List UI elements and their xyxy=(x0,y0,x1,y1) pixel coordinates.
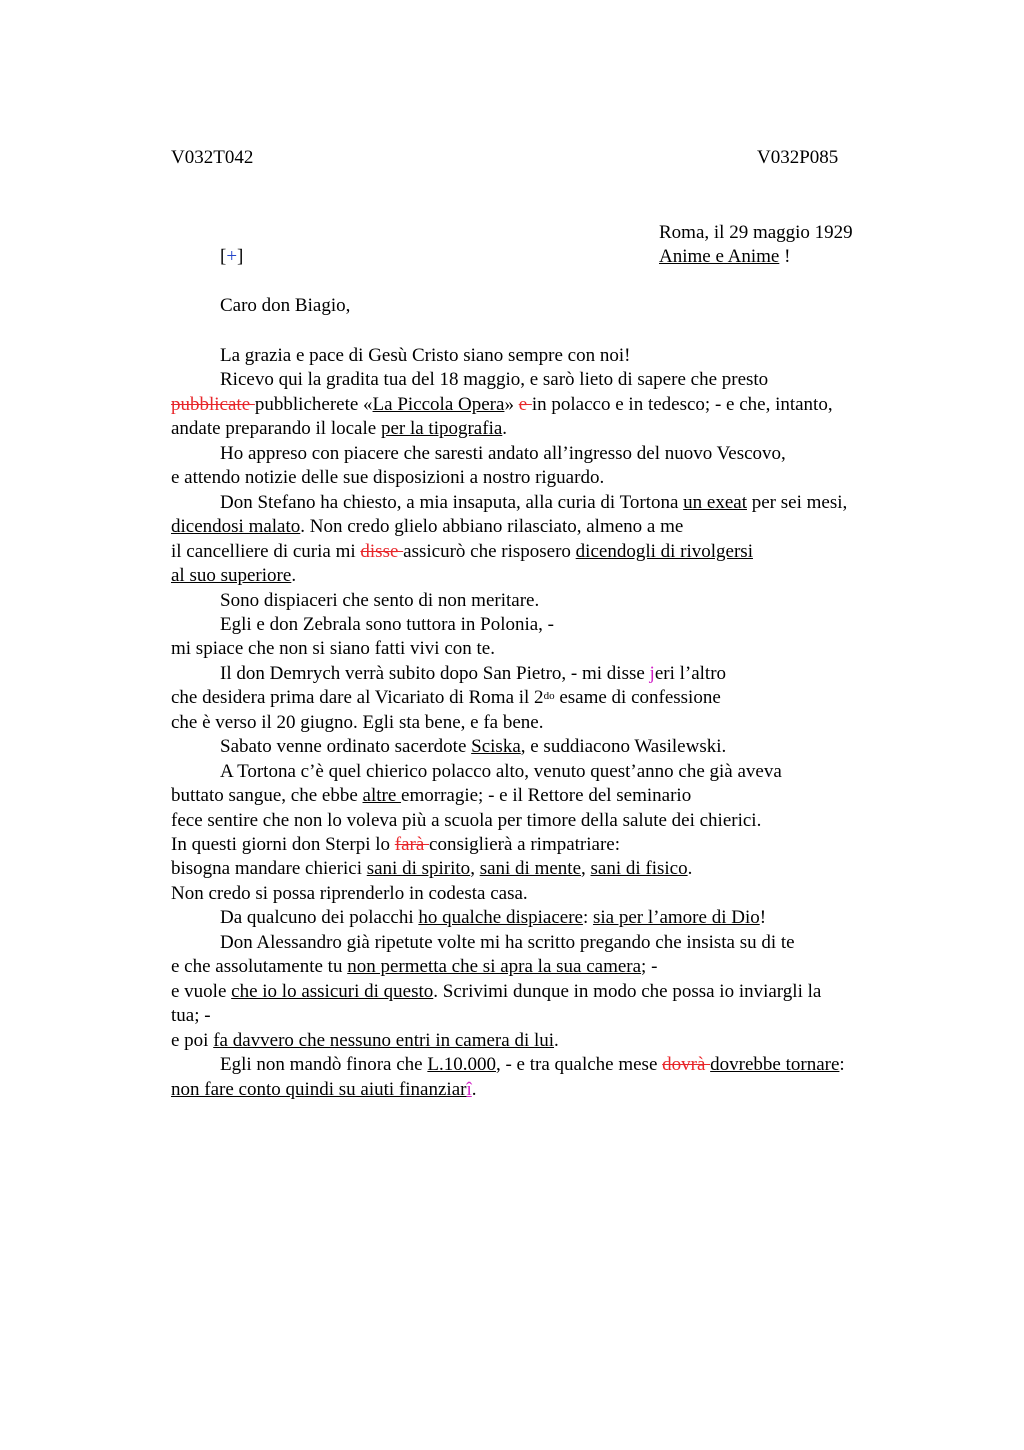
text-segment: eri l’altro xyxy=(654,662,727,684)
text-segment: che è verso il 20 giugno. Egli sta bene, e fa bene. xyxy=(171,711,544,733)
text-segment: î xyxy=(466,1078,472,1100)
text-segment: , xyxy=(581,858,591,880)
text-segment: buttato sangue, che ebbe xyxy=(171,785,363,807)
text-segment: Egli e don Zebrala sono tuttora in Polonia, - xyxy=(220,613,555,635)
underlined-text: ho qualche dispiacere xyxy=(418,907,583,929)
letter-line xyxy=(220,344,630,368)
deleted-text: farà xyxy=(394,834,430,855)
text-segment: il cancelliere di curia mi xyxy=(171,540,361,562)
text-segment: . Non credo glielo abbiano rilasciato, almeno a me xyxy=(300,516,684,538)
underlined-text: L.10.000 xyxy=(427,1054,496,1076)
letter-line xyxy=(220,735,726,759)
letter-line xyxy=(171,980,821,1004)
deleted-text: disse xyxy=(360,540,404,562)
text-segment: consiglierà a rimpatriare: xyxy=(429,834,621,855)
text-segment: Non credo si possa riprenderlo in codesta casa. xyxy=(171,882,528,904)
doc-code-right: V032P085 xyxy=(757,147,839,168)
text-segment: mi spiace che non si siano fatti vivi con te. xyxy=(171,638,495,660)
text-segment: e attendo notizie delle sue disposizioni a nostro riguardo. xyxy=(171,467,605,489)
underlined-text: sia per l’amore di Dio xyxy=(593,907,760,929)
text-segment: Sabato venne ordinato sacerdote xyxy=(220,736,472,758)
cross-mark xyxy=(220,246,243,268)
text-segment: in polacco e in tedesco; - e che, intanto, xyxy=(531,393,833,415)
underlined-text: sani di mente xyxy=(479,858,581,880)
text-segment: Don Alessandro già ripetute volte mi ha scritto pregando che insista su di te xyxy=(220,931,795,953)
letter-line xyxy=(171,564,296,588)
text-segment: andate preparando il locale xyxy=(171,418,381,440)
underlined-text: La Piccola Opera xyxy=(372,393,505,415)
deleted-text: e xyxy=(518,393,532,415)
letter-line xyxy=(171,466,604,490)
text-segment: emorragie; - e il Rettore del seminario xyxy=(401,785,692,807)
cross-mark-close: ] xyxy=(237,246,244,267)
text-segment: per sei mesi, xyxy=(746,491,848,513)
letter-line xyxy=(171,393,833,417)
text-segment: . xyxy=(471,1078,477,1100)
text-segment: , e suddiacono Wasilewski. xyxy=(520,736,727,758)
text-segment: Da qualcuno dei polacchi xyxy=(220,907,419,929)
underlined-text: dovrebbe tornare xyxy=(710,1054,840,1076)
text-segment: ; - xyxy=(641,956,658,978)
text-segment: do xyxy=(543,690,555,703)
deleted-text: pubblicate xyxy=(171,393,255,415)
letter-line xyxy=(171,540,753,564)
text-segment: e che assolutamente tu xyxy=(171,956,348,978)
letter-line xyxy=(220,368,768,392)
doc-code-left: V032T042 xyxy=(171,147,254,168)
text-segment: . xyxy=(687,858,693,880)
letter-line xyxy=(220,442,786,466)
underlined-text: non permetta che si apra la sua camera xyxy=(347,956,642,978)
text-segment: e poi xyxy=(171,1029,214,1051)
letter-line xyxy=(220,662,726,686)
underlined-text: dicendosi malato xyxy=(171,516,301,538)
text-segment: , - e tra qualche mese xyxy=(495,1054,663,1076)
letter-line xyxy=(171,1029,559,1053)
letter-line xyxy=(171,882,528,906)
text-segment: : xyxy=(582,907,593,929)
text-segment: Sono dispiaceri che sento di non meritare. xyxy=(220,589,540,611)
text-segment: j xyxy=(649,662,655,684)
text-segment: Egli non mandò finora che xyxy=(220,1054,428,1076)
underlined-text: sani di fisico xyxy=(590,858,688,880)
letter-line xyxy=(171,955,657,979)
text-segment: A Tortona c’è quel chierico polacco alto, venuto quest’anno che già aveva xyxy=(220,760,782,782)
text-segment: Il don Demrych verrà subito dopo San Pietro, - mi disse xyxy=(220,662,650,684)
text-segment: assicurò che risposero xyxy=(403,540,576,562)
underlined-text: Sciska xyxy=(471,736,521,758)
letter-line xyxy=(220,760,782,784)
text-segment: » xyxy=(504,393,519,415)
letter-line xyxy=(220,931,795,955)
letter-line xyxy=(171,784,691,808)
text-segment: : xyxy=(839,1054,845,1076)
place-date: Roma, il 29 maggio 1929 xyxy=(659,222,853,243)
letter-line xyxy=(171,1078,477,1102)
underlined-text: per la tipografia xyxy=(380,418,503,440)
text-segment: . xyxy=(554,1029,559,1051)
letter-line xyxy=(171,1004,211,1028)
text-segment: tua; - xyxy=(171,1005,211,1027)
cross-mark-open: [ xyxy=(220,246,227,267)
text-segment: Ricevo qui la gradita tua del 18 maggio, e sarò lieto di sapere che presto xyxy=(220,369,769,391)
underlined-text: altre xyxy=(362,785,402,807)
letter-line xyxy=(171,637,495,661)
letter-line xyxy=(171,857,692,881)
underlined-text: che io lo assicuri di questo xyxy=(231,980,434,1002)
underlined-text: dicendogli di rivolgersi xyxy=(575,540,753,562)
deleted-text: dovrà xyxy=(662,1054,711,1076)
letter-line xyxy=(171,515,683,539)
motto-suffix: ! xyxy=(779,246,791,267)
underlined-text: fa davvero che nessuno entri in camera di lui xyxy=(213,1029,555,1051)
underlined-text: un exeat xyxy=(683,491,747,513)
underlined-text: sani di spirito xyxy=(366,858,471,880)
salutation: Caro don Biagio, xyxy=(220,295,351,316)
letter-line xyxy=(171,417,507,441)
letter-line xyxy=(220,613,554,637)
letter-line xyxy=(220,906,766,930)
text-segment: che desidera prima dare al Vicariato di Roma il 2 xyxy=(171,687,544,709)
letter-line xyxy=(171,833,620,857)
text-segment: bisogna mandare chierici xyxy=(171,858,367,880)
letter-line xyxy=(220,589,539,613)
text-segment: fece sentire che non lo voleva più a scuola per timore della salute dei chierici. xyxy=(171,809,762,831)
text-segment: . xyxy=(291,565,297,587)
motto-text: Anime e Anime xyxy=(659,246,780,267)
plus-icon: + xyxy=(226,246,238,267)
text-segment: ! xyxy=(759,907,767,929)
text-segment: pubblicherete « xyxy=(254,393,373,415)
text-segment: e vuole xyxy=(171,980,232,1002)
motto xyxy=(659,246,790,268)
letter-line xyxy=(171,686,721,710)
underlined-text: non fare conto quindi su aiuti finanziar xyxy=(171,1078,467,1100)
letter-line xyxy=(220,1053,845,1077)
text-segment: In questi giorni don Sterpi lo xyxy=(171,834,395,855)
text-segment: Don Stefano ha chiesto, a mia insaputa, alla curia di Tortona xyxy=(220,491,684,513)
underlined-text: al suo superiore xyxy=(171,565,292,587)
text-segment: . xyxy=(502,418,508,440)
text-segment: Ho appreso con piacere che saresti andato all’ingresso del nuovo Vescovo, xyxy=(220,442,786,464)
letter-line xyxy=(171,711,544,735)
text-segment: esame di confessione xyxy=(554,687,721,709)
text-segment: La grazia e pace di Gesù Cristo siano sempre con noi! xyxy=(220,345,631,366)
text-segment: . Scrivimi dunque in modo che possa io inviargli la xyxy=(433,980,822,1002)
letter-line xyxy=(220,491,847,515)
letter-line xyxy=(171,809,761,833)
text-segment: , xyxy=(470,858,480,880)
